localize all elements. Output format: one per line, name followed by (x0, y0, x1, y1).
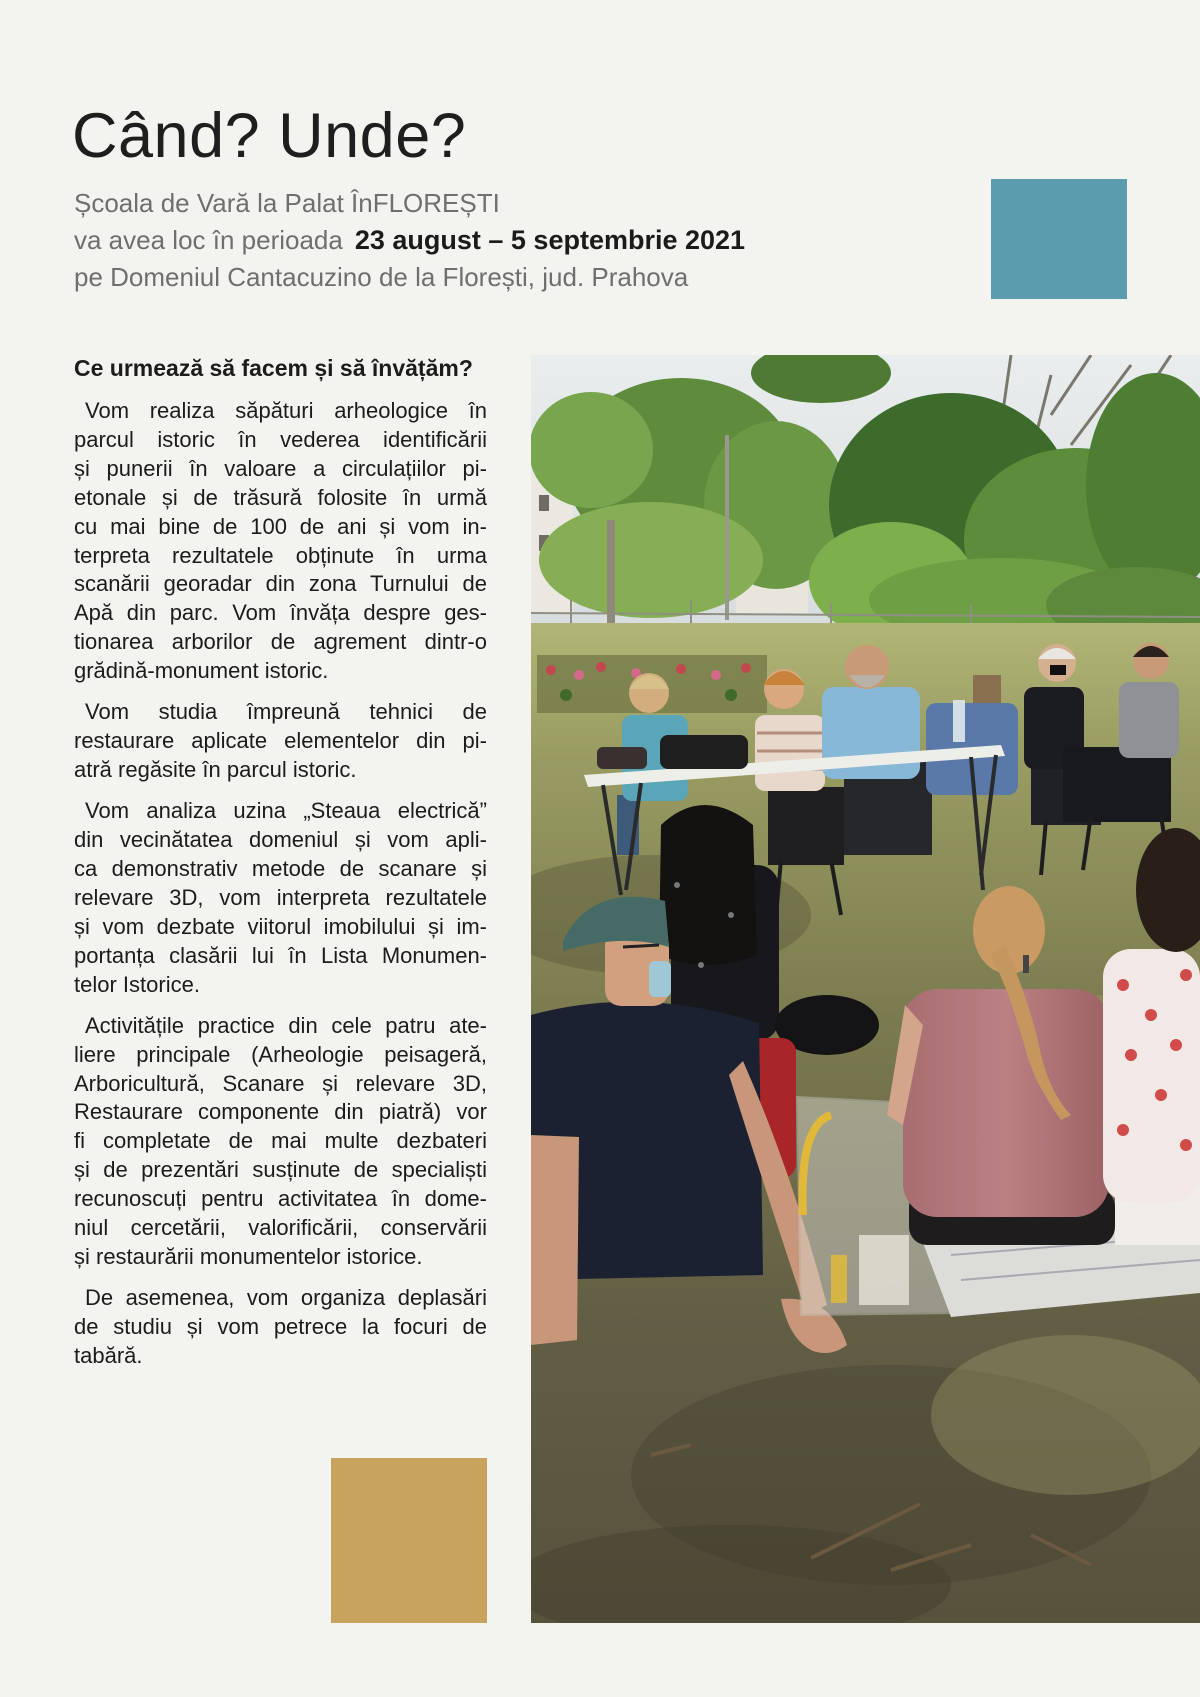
event-period-line (74, 222, 954, 259)
paragraph-line: etonale și de trăsură folosite în urmă (74, 484, 487, 510)
event-name: Școala de Vară la Palat ÎnFLOREȘTI (74, 188, 500, 218)
group-photo (531, 355, 1200, 1623)
paragraph-line: de studiu și vom petrece la focuri de (74, 1313, 487, 1339)
paragraph-line: cu mai bine de 100 de ani și vom in- (74, 513, 487, 539)
event-period-prefix: va avea loc în perioada (74, 225, 343, 255)
paragraph-line: Arboricultură, Scanare și relevare 3D, (74, 1070, 487, 1096)
paragraph-line: Vom studia împreună tehnici de (85, 699, 487, 725)
paragraph-line: Restaurare componente din piatră) vor (74, 1099, 487, 1125)
page-title: Când? Unde? (72, 101, 467, 171)
event-dates: 23 august – 5 septembrie 2021 (354, 225, 746, 255)
paragraph-line: fi completate de mai multe dezbateri (74, 1128, 487, 1154)
gold-accent-block (331, 1458, 487, 1623)
paragraph-list (74, 397, 487, 1371)
paragraph-line: portanța clasării lui în Lista Monumen- (74, 942, 487, 968)
paragraph-line: parcul istoric în vederea identificării (74, 426, 487, 452)
paragraph-line: Vom realiza săpături arheologice în (85, 398, 487, 423)
paragraph-line: și de prezentări susținute de specialiști (74, 1157, 487, 1183)
paragraph-line: Activitățile practice din cele patru ate- (85, 1012, 487, 1038)
paragraph-line: recunoscuți pentru activitatea în dome- (74, 1186, 487, 1212)
paragraph-line: și restaurării monumentelor istorice. (74, 1243, 423, 1269)
paragraph-line: grădină-monument istoric. (74, 658, 329, 684)
paragraph-line: Vom analiza uzina „Steaua electrică” (85, 798, 487, 824)
paragraph (74, 698, 487, 785)
event-info (74, 185, 954, 296)
paragraph-line: tionarea arborilor de agrement dintr-o (74, 629, 487, 655)
paragraph-line: De asemenea, vom organiza deplasări (85, 1285, 487, 1311)
paragraph-line: atră regăsite în parcul istoric. (74, 757, 357, 783)
paragraph-line: restaurare aplicate elementelor din pi- (74, 728, 487, 754)
paragraph-line: niul cercetării, valorificării, conservării (74, 1215, 487, 1241)
paragraph-line: terpreta rezultatele obținute în urma (74, 542, 487, 568)
paragraph-line: tabără. (74, 1342, 143, 1368)
teal-accent-block (991, 179, 1127, 299)
body-text (74, 353, 487, 1383)
group-photo-image (531, 355, 1200, 1623)
paragraph-line: și punerii în valoare a circulațiilor pi- (74, 455, 487, 481)
tree-stump (973, 675, 1001, 705)
paragraph (74, 1012, 487, 1272)
paragraph-line: din vecinătatea domeniul și vom apli- (74, 827, 487, 853)
paragraph (74, 1284, 487, 1371)
paragraph-line: scanării georadar din zona Turnului de (74, 571, 487, 597)
paragraph (74, 397, 487, 686)
section-heading: Ce urmează să facem și să învățăm? (74, 355, 473, 381)
paragraph-line: Apă din parc. Vom învăța despre ges- (74, 600, 487, 626)
paragraph-line: relevare 3D, vom interpreta rezultatele (74, 884, 487, 910)
event-location: pe Domeniul Cantacuzino de la Florești, jud. Prahova (74, 262, 689, 292)
paragraph-line: telor Istorice. (74, 971, 200, 997)
paragraph (74, 797, 487, 999)
paragraph-line: și vom dezbate viitorul imobilului și im- (74, 913, 487, 939)
paragraph-line: liere principale (Arheologie peisageră, (74, 1041, 487, 1067)
paragraph-line: ca demonstrativ metode de scanare și (74, 855, 487, 881)
